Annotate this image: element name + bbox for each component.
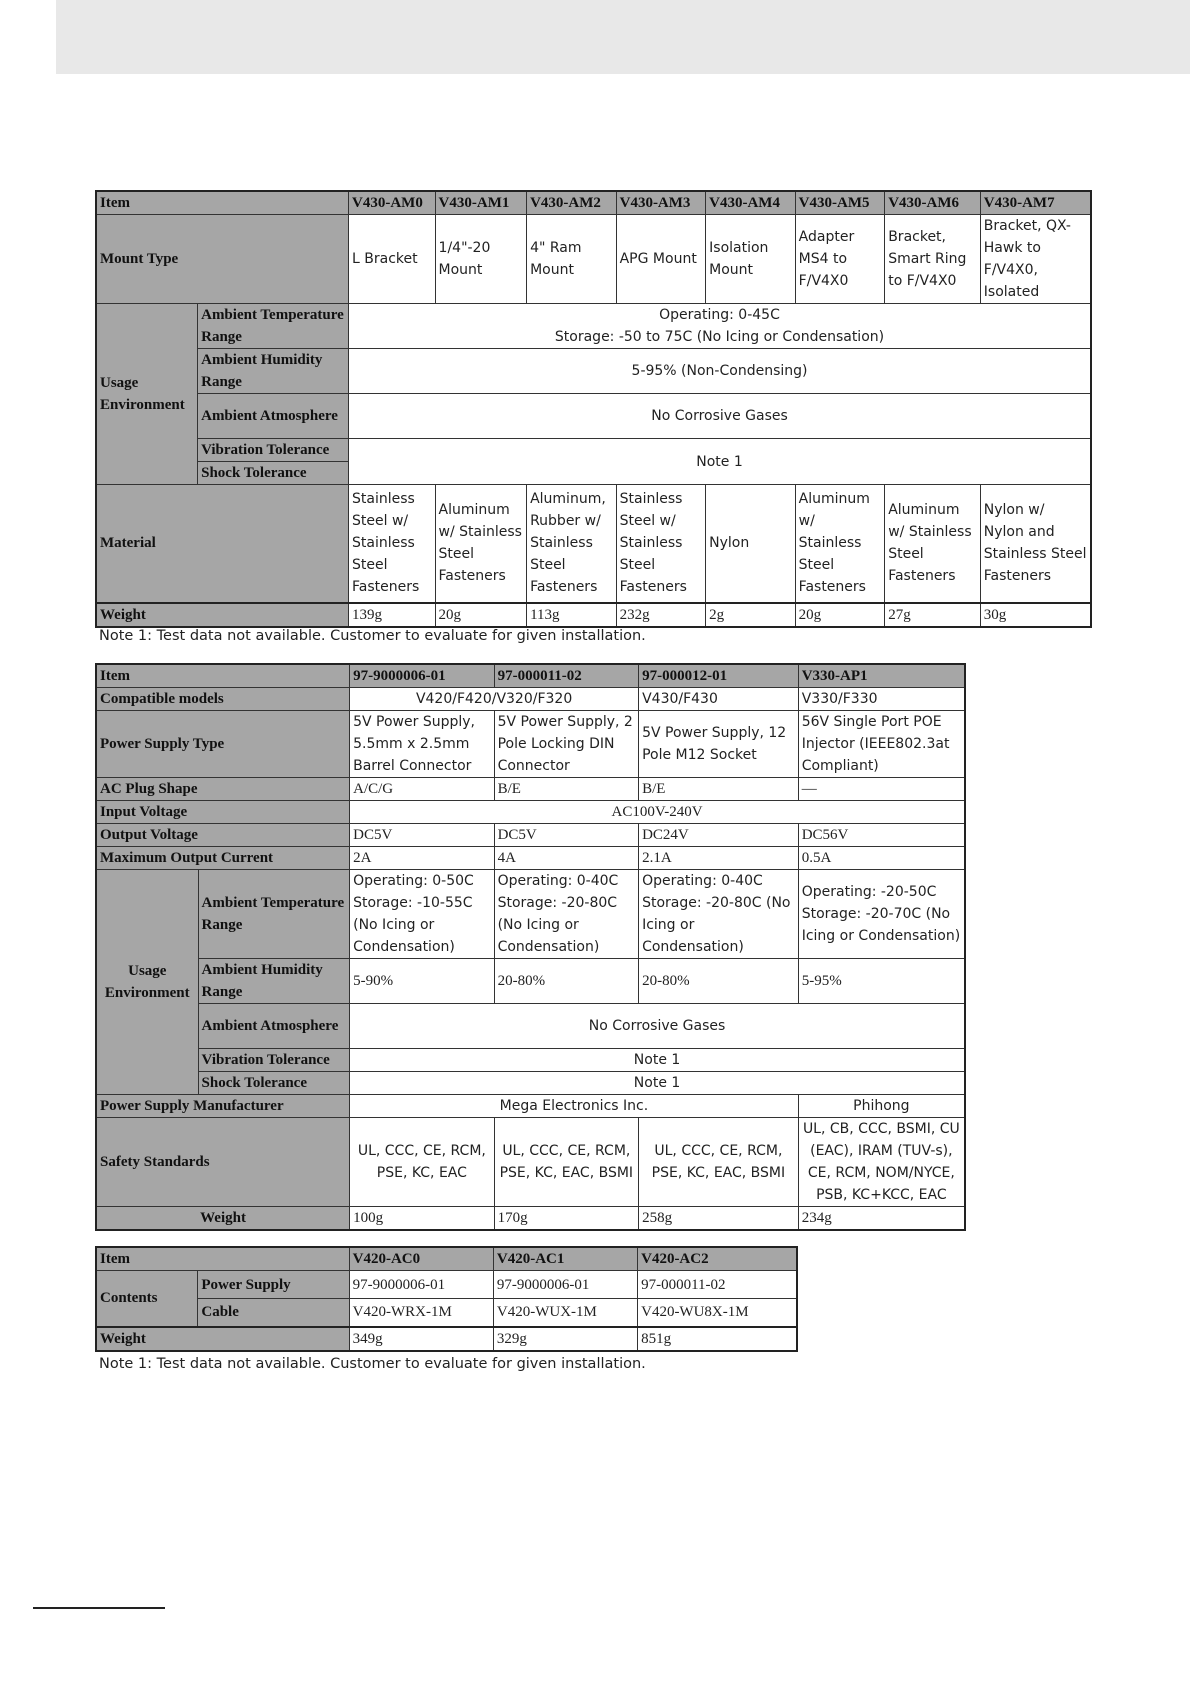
weight-cell: 851g (638, 1327, 797, 1351)
weight-cell: 258g (639, 1207, 799, 1231)
model-header: V430-AM4 (706, 191, 796, 215)
mount-type-cell: Adapter MS4 to F/V4X0 (795, 215, 885, 304)
vibration-shock-value: Note 1 (349, 439, 1091, 485)
cable-cell: V420-WUX-1M (493, 1299, 637, 1327)
max-current-cell: 0.5A (798, 847, 965, 870)
note-1-text: Note 1: Test data not available. Customer to evaluate for given installation. (99, 628, 646, 644)
ambient-atmosphere-label: Ambient Atmosphere (198, 1004, 350, 1049)
weight-label: Weight (96, 1327, 349, 1351)
power-supply-cell: 97-000011-02 (638, 1271, 797, 1299)
cable-cell: V420-WU8X-1M (638, 1299, 797, 1327)
ac-plug-cell: B/E (494, 778, 638, 801)
output-voltage-cell: DC5V (494, 824, 638, 847)
mount-type-cell: Bracket, Smart Ring to F/V4X0 (885, 215, 981, 304)
note-2-text: Note 1: Test data not available. Customer to evaluate for given installation. (99, 1356, 646, 1372)
vibration-tolerance-label: Vibration Tolerance (198, 1049, 350, 1072)
ambient-atmosphere-cell: No Corrosive Gases (350, 1004, 965, 1049)
ac-plug-cell: B/E (639, 778, 799, 801)
ambient-atmosphere-value: No Corrosive Gases (349, 394, 1091, 439)
kit-contents-table (95, 1246, 798, 1352)
safety-standards-cell: UL, CCC, CE, RCM, PSE, KC, EAC (350, 1118, 494, 1207)
output-voltage-label: Output Voltage (96, 824, 350, 847)
ambient-temperature-value (349, 304, 1091, 349)
manufacturer-label: Power Supply Manufacturer (96, 1095, 350, 1118)
ambient-humidity-label: Ambient Humidity Range (198, 959, 350, 1004)
safety-standards-cell: UL, CCC, CE, RCM, PSE, KC, EAC, BSMI (639, 1118, 799, 1207)
model-header: 97-9000006-01 (350, 664, 494, 688)
storage-temperature: Storage: -50 to 75C (No Icing or Condensation) (554, 329, 885, 345)
compatible-models-cell: V420/F420/V320/F320 (350, 688, 639, 711)
weight-cell: 349g (349, 1327, 493, 1351)
weight-cell: 170g (494, 1207, 638, 1231)
mount-accessories-table (95, 190, 1092, 628)
cable-cell: V420-WRX-1M (349, 1299, 493, 1327)
model-header: V430-AM0 (349, 191, 436, 215)
compatible-models-cell: V430/F430 (639, 688, 799, 711)
mount-type-cell: Bracket, QX-Hawk to F/V4X0, Isolated (980, 215, 1091, 304)
power-supply-label: Power Supply (198, 1271, 349, 1299)
model-header: V430-AM7 (980, 191, 1091, 215)
model-header: V430-AM6 (885, 191, 981, 215)
usage-environment-label: Usage Environment (96, 304, 198, 485)
mount-type-label: Mount Type (96, 215, 349, 304)
input-voltage-label: Input Voltage (96, 801, 350, 824)
model-header: V420-AC0 (349, 1247, 493, 1271)
power-supply-table (95, 663, 966, 1231)
power-supply-type-cell: 56V Single Port POE Injector (IEEE802.3at Compliant) (798, 711, 965, 778)
mount-type-cell: 1/4"-20 Mount (435, 215, 527, 304)
material-cell: Nylon w/ Nylon and Stainless Steel Fasteners (980, 485, 1091, 603)
weight-cell: 20g (435, 603, 527, 627)
model-header: V430-AM1 (435, 191, 527, 215)
model-header: V430-AM2 (527, 191, 617, 215)
ambient-humidity-cell: 20-80% (639, 959, 799, 1004)
model-header: V420-AC1 (493, 1247, 637, 1271)
model-header: V420-AC2 (638, 1247, 797, 1271)
ambient-temperature-cell: Operating: -20-50C Storage: -20-70C (No Icing or Condensation) (798, 870, 965, 959)
power-supply-type-label: Power Supply Type (96, 711, 350, 778)
vibration-tolerance-cell: Note 1 (350, 1049, 965, 1072)
item-header: Item (96, 664, 350, 688)
weight-cell: 30g (980, 603, 1091, 627)
weight-cell: 20g (795, 603, 885, 627)
operating-temperature: Operating: 0-45C (659, 307, 780, 323)
compatible-models-cell: V330/F330 (798, 688, 965, 711)
ambient-humidity-cell: 20-80% (494, 959, 638, 1004)
ac-plug-shape-label: AC Plug Shape (96, 778, 350, 801)
model-header: V330-AP1 (798, 664, 965, 688)
mount-type-cell: APG Mount (616, 215, 706, 304)
weight-cell: 100g (350, 1207, 494, 1231)
material-cell: Stainless Steel w/ Stainless Steel Fasteners (616, 485, 706, 603)
max-output-current-label: Maximum Output Current (96, 847, 350, 870)
ambient-humidity-cell: 5-95% (798, 959, 965, 1004)
material-cell: Aluminum w/ Stainless Steel Fasteners (885, 485, 981, 603)
ambient-temperature-cell: Operating: 0-40C Storage: -20-80C (No Icing or Condensation) (494, 870, 638, 959)
weight-cell: 234g (798, 1207, 965, 1231)
safety-standards-label: Safety Standards (96, 1118, 350, 1207)
ac-plug-cell: A/C/G (350, 778, 494, 801)
ambient-temperature-label: Ambient Temperature Range (198, 304, 349, 349)
contents-label: Contents (96, 1271, 198, 1327)
ambient-humidity-cell: 5-90% (350, 959, 494, 1004)
manufacturer-cell: Phihong (798, 1095, 965, 1118)
usage-environment-label: Usage Environment (96, 870, 198, 1095)
mount-type-cell: L Bracket (349, 215, 436, 304)
material-cell: Aluminum w/ Stainless Steel Fasteners (435, 485, 527, 603)
material-cell: Aluminum w/ Stainless Steel Fasteners (795, 485, 885, 603)
page-header-band (56, 0, 1190, 74)
weight-cell: 113g (527, 603, 617, 627)
vibration-tolerance-label: Vibration Tolerance (198, 439, 349, 462)
ambient-temperature-cell: Operating: 0-40C Storage: -20-80C (No Icing or Condensation) (639, 870, 799, 959)
material-cell: Stainless Steel w/ Stainless Steel Fasteners (349, 485, 436, 603)
ac-plug-cell: — (798, 778, 965, 801)
weight-cell: 139g (349, 603, 436, 627)
model-header: V430-AM3 (616, 191, 706, 215)
material-cell: Aluminum, Rubber w/ Stainless Steel Fasteners (527, 485, 617, 603)
safety-standards-cell: UL, CB, CCC, BSMI, CU (EAC), IRAM (TUV-s), CE, RCM, NOM/NYCE, PSB, KC+KCC, EAC (798, 1118, 965, 1207)
ambient-humidity-value: 5-95% (Non-Condensing) (349, 349, 1091, 394)
compatible-models-label: Compatible models (96, 688, 350, 711)
model-header: 97-000011-02 (494, 664, 638, 688)
power-supply-type-cell: 5V Power Supply, 12 Pole M12 Socket (639, 711, 799, 778)
item-header: Item (96, 191, 349, 215)
ambient-temperature-cell: Operating: 0-50C Storage: -10-55C (No Icing or Condensation) (350, 870, 494, 959)
model-header: 97-000012-01 (639, 664, 799, 688)
max-current-cell: 2A (350, 847, 494, 870)
model-header: V430-AM5 (795, 191, 885, 215)
shock-tolerance-cell: Note 1 (350, 1072, 965, 1095)
weight-cell: 329g (493, 1327, 637, 1351)
ambient-atmosphere-label: Ambient Atmosphere (198, 394, 349, 439)
power-supply-type-cell: 5V Power Supply, 5.5mm x 2.5mm Barrel Connector (350, 711, 494, 778)
weight-cell: 2g (706, 603, 796, 627)
shock-tolerance-label: Shock Tolerance (198, 1072, 350, 1095)
weight-label: Weight (96, 603, 349, 627)
cable-label: Cable (198, 1299, 349, 1327)
power-supply-cell: 97-9000006-01 (493, 1271, 637, 1299)
material-label: Material (96, 485, 349, 603)
item-header: Item (96, 1247, 349, 1271)
weight-label: Weight (96, 1207, 350, 1231)
output-voltage-cell: DC56V (798, 824, 965, 847)
ambient-temperature-label: Ambient Temperature Range (198, 870, 350, 959)
power-supply-cell: 97-9000006-01 (349, 1271, 493, 1299)
max-current-cell: 4A (494, 847, 638, 870)
safety-standards-cell: UL, CCC, CE, RCM, PSE, KC, EAC, BSMI (494, 1118, 638, 1207)
ambient-humidity-label: Ambient Humidity Range (198, 349, 349, 394)
output-voltage-cell: DC24V (639, 824, 799, 847)
output-voltage-cell: DC5V (350, 824, 494, 847)
mount-type-cell: 4" Ram Mount (527, 215, 617, 304)
shock-tolerance-label: Shock Tolerance (198, 462, 349, 485)
manufacturer-cell: Mega Electronics Inc. (350, 1095, 799, 1118)
material-cell: Nylon (706, 485, 796, 603)
mount-type-cell: Isolation Mount (706, 215, 796, 304)
weight-cell: 232g (616, 603, 706, 627)
weight-cell: 27g (885, 603, 981, 627)
input-voltage-cell: AC100V-240V (350, 801, 965, 824)
power-supply-type-cell: 5V Power Supply, 2 Pole Locking DIN Connector (494, 711, 638, 778)
footer-rule (33, 1607, 165, 1609)
max-current-cell: 2.1A (639, 847, 799, 870)
